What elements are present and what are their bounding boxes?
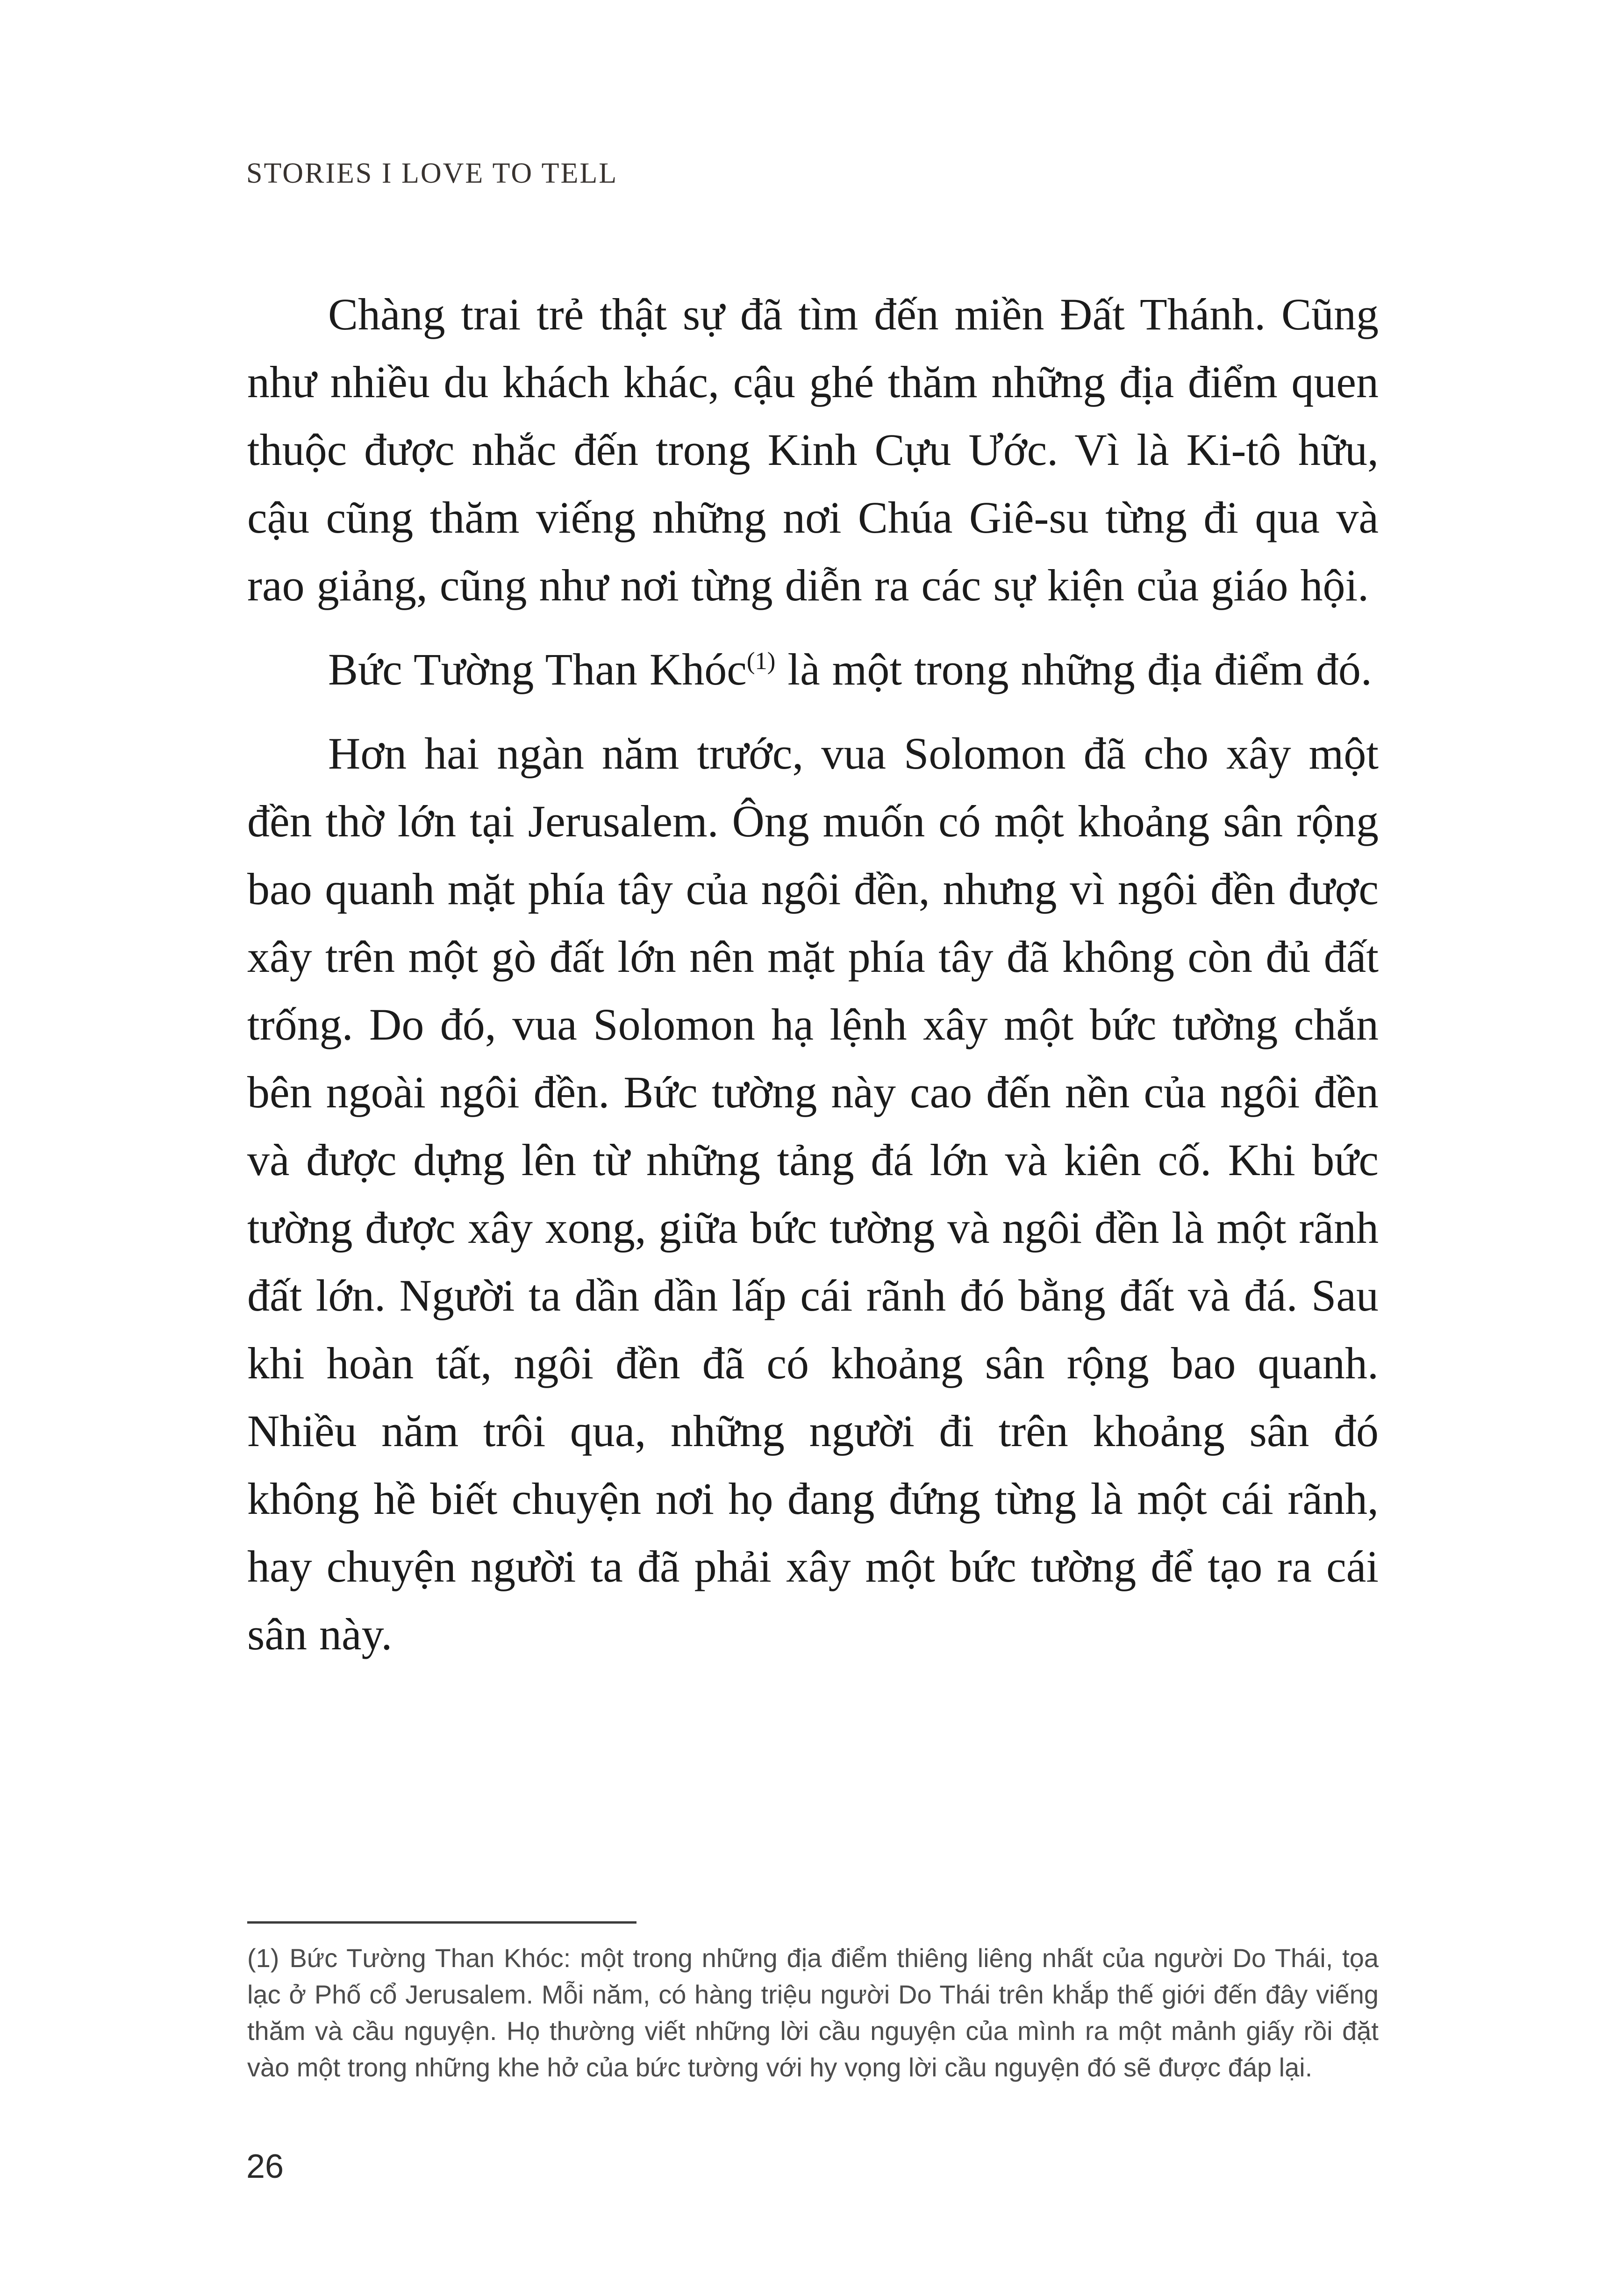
footnote-text: Bức Tường Than Khóc: một trong những địa điểm thiêng liêng nhất của người Do Thái, tọa lạc ở Phố cổ Jerusalem. Mỗi năm, có hàng triệu người Do Thái trên khắp thế giới đến đây viếng thăm và cầu nguyện. Họ thường viết những lời cầu nguyện của mình ra một mảnh giấy rồi đặt vào một trong những khe hở của bức tường với hy vọng lời cầu nguyện đó sẽ được đáp lại. [247,1943,1379,2082]
body-text [247,280,1379,1668]
paragraph-2 [247,635,1379,703]
running-header: STORIES I LOVE TO TELL [246,157,618,189]
paragraph-1: Chàng trai trẻ thật sự đã tìm đến miền Đất Thánh. Cũng như nhiều du khách khác, cậu ghé thăm những địa điểm quen thuộc được nhắc đến trong Kinh Cựu Ước. Vì là Ki-tô hữu, cậu cũng thăm viếng những nơi Chúa Giê-su từng đi qua và rao giảng, cũng như nơi từng diễn ra các sự kiện của giáo hội. [247,289,1379,610]
paragraph-2-text-after: là một trong những địa điểm đó. [775,644,1372,694]
paragraph-3: Hơn hai ngàn năm trước, vua Solomon đã cho xây một đền thờ lớn tại Jerusalem. Ông muốn có một khoảng sân rộng bao quanh mặt phía tây của ngôi đền, nhưng vì ngôi đền được xây trên một gò đất lớn nên mặt phía tây đã không còn đủ đất trống. Do đó, vua Solomon hạ lệnh xây một bức tường chắn bên ngoài ngôi đền. Bức tường này cao đến nền của ngôi đền và được dựng lên từ những tảng đá lớn và kiên cố. Khi bức tường được xây xong, giữa bức tường và ngôi đền là một rãnh đất lớn. Người ta dần dần lấp cái rãnh đó bằng đất và đá. Sau khi hoàn tất, ngôi đền đã có khoảng sân rộng bao quanh. Nhiều năm trôi qua, những người đi trên khoảng sân đó không hề biết chuyện nơi họ đang đứng từng là một cái rãnh, hay chuyện người ta đã phải xây một bức tường để tạo ra cái sân này. [247,728,1379,1659]
footnote-separator-rule [247,1921,636,1924]
footnote [247,1940,1379,2086]
footnote-number: (1) [247,1943,279,1973]
paragraph-2-text-before: Bức Tường Than Khóc [328,644,747,694]
footnote-reference-marker: (1) [746,648,776,675]
page-number: 26 [246,2148,284,2185]
